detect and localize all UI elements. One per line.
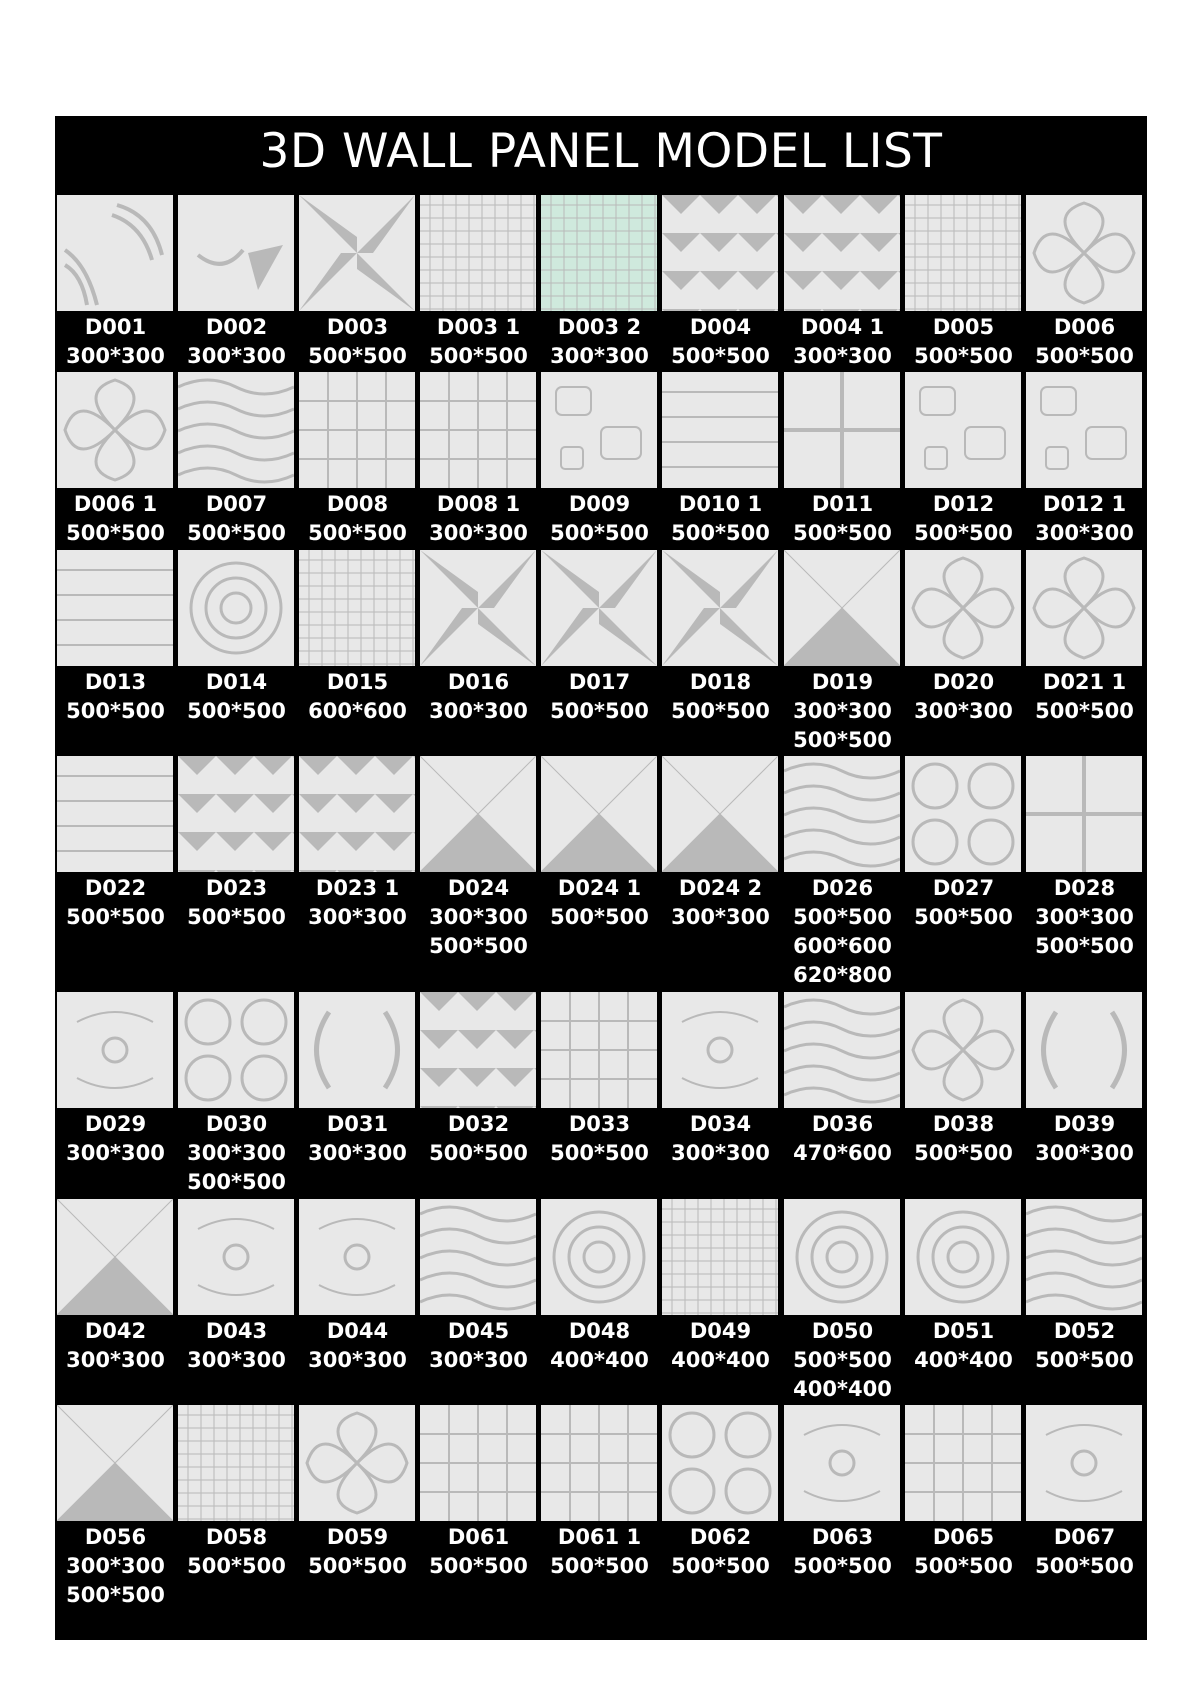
panel-code: D042	[84, 1319, 147, 1343]
panel-code: D017	[568, 670, 631, 694]
panel-item	[297, 550, 418, 726]
small-pyramid-panel-icon	[178, 1405, 294, 1521]
panel-item	[55, 992, 176, 1168]
panel-code: D012 1	[1042, 492, 1127, 516]
panel-item	[418, 195, 539, 371]
faceted-star-panel-icon	[662, 550, 778, 666]
panel-item	[903, 1199, 1024, 1375]
pinwheel-panel-icon	[299, 1405, 415, 1521]
panel-size: 300*300	[429, 699, 528, 723]
panel-size: 300*300	[187, 1141, 286, 1165]
bowtie-panel-icon	[1026, 756, 1142, 872]
panel-size: 600*600	[793, 934, 892, 958]
panel-item	[660, 550, 781, 726]
panel-size: 500*500	[187, 1170, 286, 1194]
panel-item	[176, 756, 297, 932]
panel-size: 400*400	[914, 1348, 1013, 1372]
panel-size: 500*500	[1035, 1554, 1134, 1578]
flower-petal-panel-icon	[57, 372, 173, 488]
panel-size: 500*500	[793, 1554, 892, 1578]
center-medallion-panel-icon	[57, 1199, 173, 1315]
panel-size: 620*800	[793, 963, 892, 987]
maze-panel-icon	[420, 1405, 536, 1521]
panel-size: 500*500	[671, 1554, 770, 1578]
large-pyramid-panel-icon	[178, 756, 294, 872]
panel-item	[176, 372, 297, 548]
panel-item	[55, 372, 176, 548]
panel-item	[539, 1405, 660, 1581]
panel-code: D016	[447, 670, 510, 694]
panel-item	[660, 195, 781, 371]
panel-size: 300*300	[429, 1348, 528, 1372]
pyramid-panel-icon	[784, 550, 900, 666]
panel-item	[539, 372, 660, 548]
panel-code: D029	[84, 1112, 147, 1136]
panel-item	[903, 550, 1024, 726]
panel-code: D026	[811, 876, 874, 900]
panel-size: 500*500	[187, 699, 286, 723]
panel-code: D051	[932, 1319, 995, 1343]
brick-texture-panel-icon	[662, 1199, 778, 1315]
bamboo-lattice-panel-icon	[662, 992, 778, 1108]
wave-panel-icon	[178, 372, 294, 488]
catalog-board	[55, 116, 1147, 1640]
panel-code: D024 2	[678, 876, 763, 900]
panel-item	[297, 756, 418, 932]
panel-size: 500*500	[1035, 1348, 1134, 1372]
panel-size: 300*300	[671, 905, 770, 929]
panel-size: 500*500	[308, 344, 407, 368]
catalog-title: 3D WALL PANEL MODEL LIST	[259, 124, 943, 179]
flower-petal-panel-icon	[905, 550, 1021, 666]
panel-size: 300*300	[1035, 521, 1134, 545]
panel-size: 500*500	[914, 521, 1013, 545]
panel-code: D061	[447, 1525, 510, 1549]
panel-code: D031	[326, 1112, 389, 1136]
panel-size: 500*500	[671, 699, 770, 723]
concentric-circles-panel-icon	[541, 1199, 657, 1315]
panel-item	[176, 195, 297, 371]
panel-size: 400*400	[793, 1377, 892, 1401]
panel-size: 300*300	[793, 344, 892, 368]
panel-code: D028	[1053, 876, 1116, 900]
panel-code: D003 1	[436, 315, 521, 339]
horizontal-stripes-panel-icon	[662, 372, 778, 488]
panel-code: D020	[932, 670, 995, 694]
panel-size: 500*500	[671, 344, 770, 368]
panel-item	[903, 756, 1024, 932]
panel-size: 500*500	[793, 728, 892, 752]
panel-item	[903, 992, 1024, 1168]
panel-size: 500*500	[429, 344, 528, 368]
panel-code: D067	[1053, 1525, 1116, 1549]
panel-item	[1024, 1405, 1145, 1581]
beveled-panel-icon	[541, 756, 657, 872]
panel-size: 500*500	[308, 521, 407, 545]
panel-size: 500*500	[914, 344, 1013, 368]
panel-code: D038	[932, 1112, 995, 1136]
panel-code: D024	[447, 876, 510, 900]
panel-item	[782, 372, 903, 548]
panel-item	[418, 1199, 539, 1375]
panel-item	[1024, 1199, 1145, 1375]
panel-size: 500*500	[429, 934, 528, 958]
petal-lattice-panel-icon	[905, 992, 1021, 1108]
panel-code: D008	[326, 492, 389, 516]
panel-code: D052	[1053, 1319, 1116, 1343]
panel-item	[1024, 992, 1145, 1168]
panel-item	[297, 992, 418, 1168]
panel-code: D043	[205, 1319, 268, 1343]
panel-size: 500*500	[671, 521, 770, 545]
circles-panel-icon	[905, 756, 1021, 872]
panel-item	[176, 992, 297, 1197]
panel-size: 300*300	[187, 1348, 286, 1372]
panel-size: 500*500	[1035, 699, 1134, 723]
panel-code: D059	[326, 1525, 389, 1549]
panel-code: D049	[689, 1319, 752, 1343]
panel-code: D009	[568, 492, 631, 516]
cross-panel-icon	[784, 372, 900, 488]
panel-code: D044	[326, 1319, 389, 1343]
panel-item	[660, 756, 781, 932]
quad-pyramid-panel-icon	[420, 992, 536, 1108]
panel-code: D003	[326, 315, 389, 339]
pebble-ovals-panel-icon	[662, 1405, 778, 1521]
panel-item	[782, 756, 903, 990]
panel-code: D003 2	[557, 315, 642, 339]
radiant-star-panel-icon	[541, 550, 657, 666]
quatrefoil-panel-icon	[1026, 550, 1142, 666]
panel-item	[55, 550, 176, 726]
panel-size: 500*500	[550, 905, 649, 929]
panel-item	[660, 1405, 781, 1581]
panel-code: D013	[84, 670, 147, 694]
panel-item	[55, 1405, 176, 1610]
flower-carving-panel-icon	[905, 1199, 1021, 1315]
panel-item	[903, 372, 1024, 548]
panel-size: 300*300	[793, 699, 892, 723]
beveled-panel-icon	[662, 756, 778, 872]
panel-size: 300*300	[66, 1141, 165, 1165]
diagonal-fold-panel-icon	[57, 1405, 173, 1521]
panel-code: D022	[84, 876, 147, 900]
panel-item	[176, 1405, 297, 1581]
bubbles-panel-icon	[178, 992, 294, 1108]
panel-size: 500*500	[66, 699, 165, 723]
panel-size: 300*300	[308, 905, 407, 929]
frustum-panel-icon	[420, 756, 536, 872]
panel-item	[660, 372, 781, 548]
scattered-squares-panel-icon	[541, 372, 657, 488]
panel-size: 500*500	[550, 1554, 649, 1578]
wave-panel-icon	[420, 1199, 536, 1315]
panel-size: 500*500	[550, 521, 649, 545]
small-pyramid-panel-icon	[905, 195, 1021, 311]
panel-size: 300*300	[429, 905, 528, 929]
green-diamond-mesh-panel-icon	[541, 195, 657, 311]
flower-petal-panel-icon	[1026, 195, 1142, 311]
star-panel-icon	[420, 550, 536, 666]
panel-item	[55, 195, 176, 371]
panel-code: D021 1	[1042, 670, 1127, 694]
panel-code: D027	[932, 876, 995, 900]
panel-size: 500*500	[429, 1141, 528, 1165]
pyramid-grid-panel-icon	[662, 195, 778, 311]
concave-star-panel-icon	[1026, 992, 1142, 1108]
arc-stripes-panel-icon	[57, 195, 173, 311]
panel-size: 470*600	[793, 1141, 892, 1165]
panel-code: D033	[568, 1112, 631, 1136]
panel-size: 500*500	[429, 1554, 528, 1578]
slit-panel-icon	[57, 756, 173, 872]
ceiling-rosette-panel-icon	[784, 1199, 900, 1315]
panel-size: 300*300	[1035, 1141, 1134, 1165]
panel-item	[297, 195, 418, 371]
panel-size: 300*300	[914, 699, 1013, 723]
panel-size: 500*500	[793, 521, 892, 545]
panel-size: 300*300	[66, 344, 165, 368]
panel-item	[297, 1405, 418, 1581]
panel-size: 500*500	[914, 1141, 1013, 1165]
panel-item	[539, 195, 660, 371]
panel-size: 500*500	[66, 521, 165, 545]
panel-code: D024 1	[557, 876, 642, 900]
panel-code: D039	[1053, 1112, 1116, 1136]
panel-size: 300*300	[66, 1554, 165, 1578]
panel-code: D008 1	[436, 492, 521, 516]
panel-code: D061 1	[557, 1525, 642, 1549]
panel-item	[176, 1199, 297, 1375]
panel-code: D065	[932, 1525, 995, 1549]
panel-size: 500*500	[550, 699, 649, 723]
panel-code: D048	[568, 1319, 631, 1343]
puffed-grid-panel-icon	[905, 1405, 1021, 1521]
panel-code: D010 1	[678, 492, 763, 516]
panel-size: 300*300	[1035, 905, 1134, 929]
panel-code: D023 1	[315, 876, 400, 900]
panel-code: D006 1	[73, 492, 158, 516]
flame-wave-panel-icon	[1026, 1199, 1142, 1315]
panel-size: 300*300	[66, 1348, 165, 1372]
diamond-mesh-panel-icon	[420, 195, 536, 311]
panel-item	[539, 1199, 660, 1375]
panel-size: 500*500	[187, 905, 286, 929]
panel-code: D002	[205, 315, 268, 339]
panel-size: 500*500	[914, 905, 1013, 929]
panel-item	[782, 195, 903, 371]
panel-size: 300*300	[671, 1141, 770, 1165]
panel-size: 500*500	[187, 521, 286, 545]
panel-code: D011	[811, 492, 874, 516]
panel-item	[903, 195, 1024, 371]
panel-code: D023	[205, 876, 268, 900]
panel-code: D062	[689, 1525, 752, 1549]
large-pyramid-panel-icon	[299, 756, 415, 872]
panel-item	[55, 756, 176, 932]
panel-code: D036	[811, 1112, 874, 1136]
block-grid-panel-icon	[541, 1405, 657, 1521]
panel-size: 500*500	[66, 1583, 165, 1607]
panel-code: D001	[84, 315, 147, 339]
fine-grid-panel-icon	[299, 550, 415, 666]
panel-code: D018	[689, 670, 752, 694]
panel-item	[1024, 195, 1145, 371]
panel-item	[539, 550, 660, 726]
panel-size: 500*500	[550, 1141, 649, 1165]
panel-item	[782, 1199, 903, 1404]
panel-size: 500*500	[308, 1554, 407, 1578]
panel-item	[660, 1199, 781, 1375]
tessellation-panel-icon	[784, 1405, 900, 1521]
diamond-wave-panel-icon	[784, 992, 900, 1108]
panel-item	[418, 1405, 539, 1581]
star-panel-icon	[299, 195, 415, 311]
panel-item	[782, 1405, 903, 1581]
panel-item	[539, 992, 660, 1168]
panel-item	[903, 1405, 1024, 1581]
panel-code: D056	[84, 1525, 147, 1549]
scroll-ornament-panel-icon	[299, 1199, 415, 1315]
panel-size: 400*400	[550, 1348, 649, 1372]
swirl-panel-icon	[178, 550, 294, 666]
panel-item	[176, 550, 297, 726]
wave-panel-icon	[784, 756, 900, 872]
ornament-panel-icon	[178, 1199, 294, 1315]
panel-item	[1024, 550, 1145, 726]
panel-code: D058	[205, 1525, 268, 1549]
panel-item	[539, 756, 660, 932]
weave-panel-icon	[420, 372, 536, 488]
panel-code: D032	[447, 1112, 510, 1136]
stone-mosaic-panel-icon	[1026, 1405, 1142, 1521]
pyramid-grid-panel-icon	[784, 195, 900, 311]
panel-item	[297, 1199, 418, 1375]
panel-size: 600*600	[308, 699, 407, 723]
panel-code: D012	[932, 492, 995, 516]
panel-code: D004	[689, 315, 752, 339]
bamboo-leaf-panel-icon	[57, 992, 173, 1108]
panel-size: 500*500	[187, 1554, 286, 1578]
panel-code: D034	[689, 1112, 752, 1136]
panel-size: 500*500	[1035, 934, 1134, 958]
panel-code: D004 1	[800, 315, 885, 339]
panel-size: 500*500	[66, 905, 165, 929]
panel-item	[55, 1199, 176, 1375]
panel-size: 500*500	[793, 1348, 892, 1372]
panel-size: 300*300	[308, 1141, 407, 1165]
panel-item	[297, 372, 418, 548]
panel-item	[1024, 372, 1145, 548]
panel-size: 300*300	[308, 1348, 407, 1372]
cushion-panel-icon	[541, 992, 657, 1108]
panel-size: 400*400	[671, 1348, 770, 1372]
rounded-rectangles-panel-icon	[1026, 372, 1142, 488]
panel-code: D019	[811, 670, 874, 694]
twisted-petal-panel-icon	[178, 195, 294, 311]
panel-size: 300*300	[187, 344, 286, 368]
panel-size: 500*500	[914, 1554, 1013, 1578]
panel-size: 300*300	[550, 344, 649, 368]
panel-item	[418, 992, 539, 1168]
panel-item	[782, 992, 903, 1168]
panel-code: D050	[811, 1319, 874, 1343]
panel-item	[418, 372, 539, 548]
panel-code: D045	[447, 1319, 510, 1343]
panel-code: D015	[326, 670, 389, 694]
panel-code: D006	[1053, 315, 1116, 339]
panel-code: D063	[811, 1525, 874, 1549]
rounded-rectangles-panel-icon	[905, 372, 1021, 488]
panel-item	[782, 550, 903, 755]
horizontal-bands-panel-icon	[57, 550, 173, 666]
panel-code: D014	[205, 670, 268, 694]
panel-code: D007	[205, 492, 268, 516]
crescent-panel-icon	[299, 992, 415, 1108]
panel-size: 500*500	[793, 905, 892, 929]
weave-panel-icon	[299, 372, 415, 488]
panel-code: D005	[932, 315, 995, 339]
panel-size: 300*300	[429, 521, 528, 545]
panel-item	[660, 992, 781, 1168]
panel-item	[418, 550, 539, 726]
panel-item	[418, 756, 539, 961]
panel-code: D030	[205, 1112, 268, 1136]
panel-size: 500*500	[1035, 344, 1134, 368]
panel-item	[1024, 756, 1145, 961]
